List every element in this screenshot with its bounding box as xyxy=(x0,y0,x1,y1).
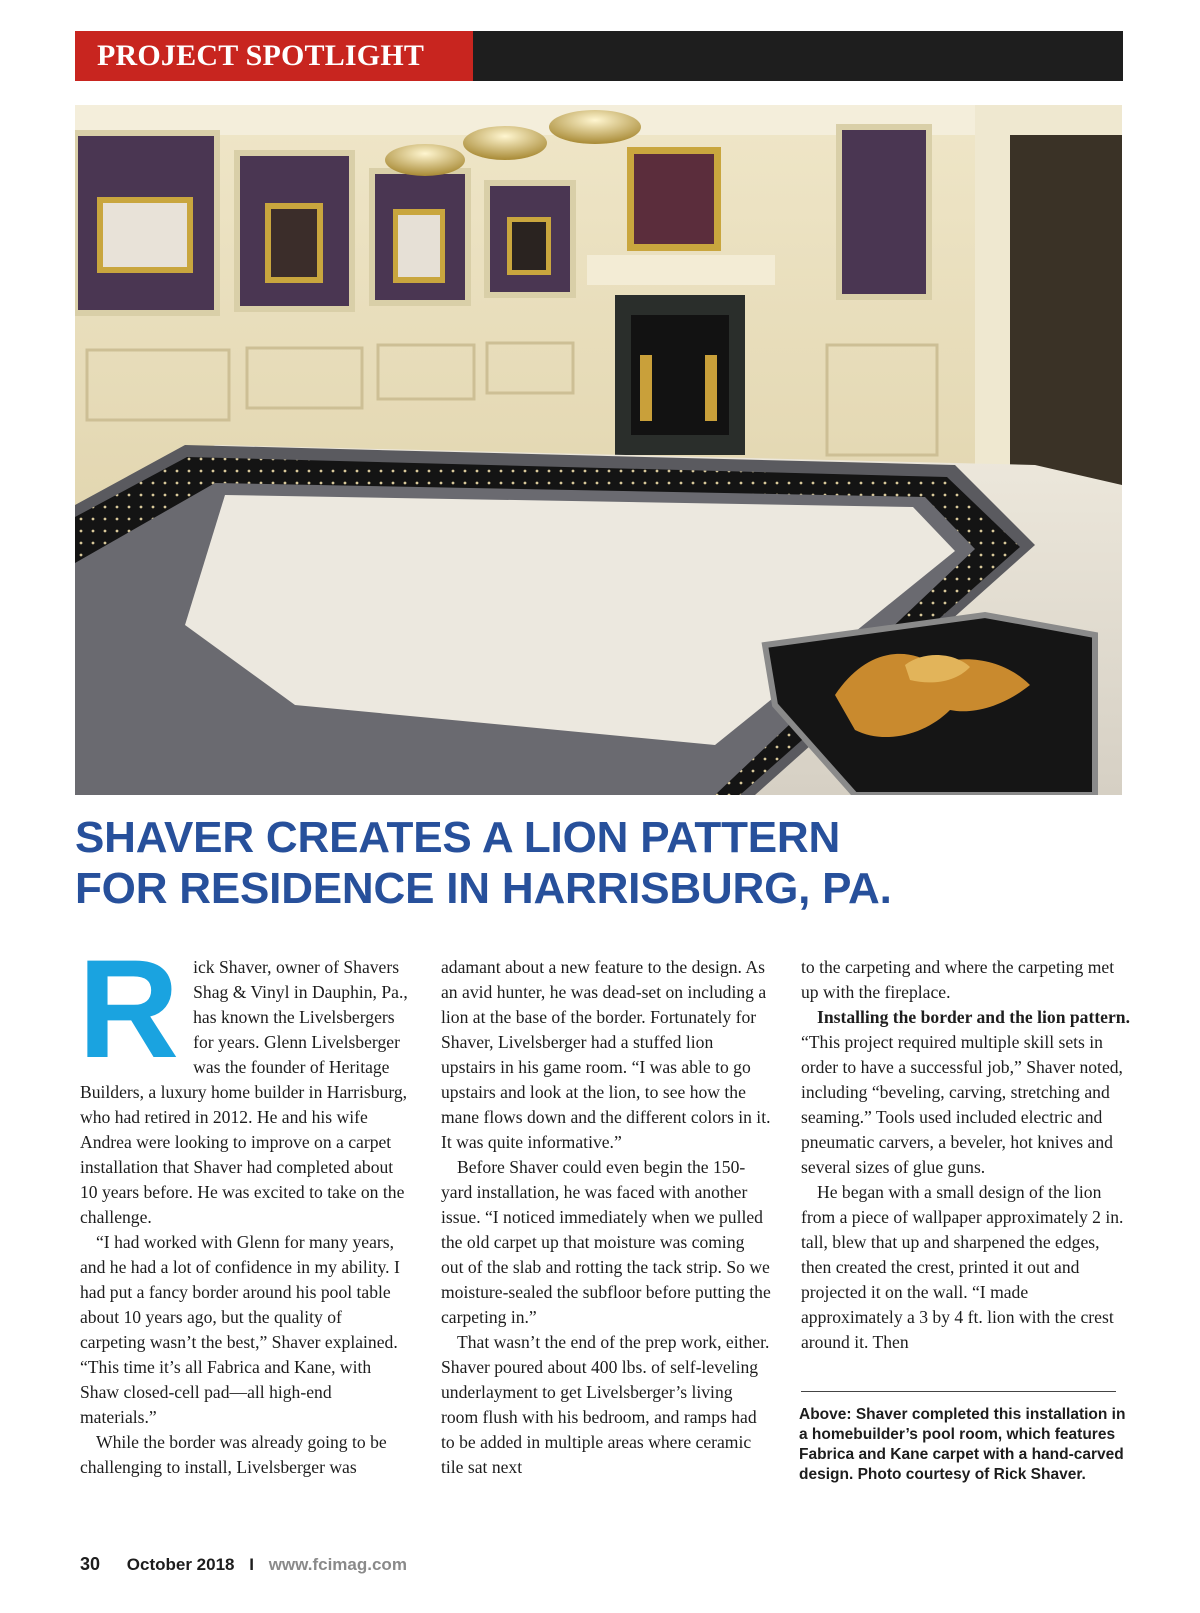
col2-paragraph-2: Before Shaver could even begin the 150-yard installation, he was faced with another issue. “I noticed immediately when we pulled the old carpet up that moisture was coming out of the slab and rotting the tack strip. So we moisture-sealed the subfloor before putting the carpeting in.” xyxy=(441,1157,771,1327)
col1-paragraph-1: ick Shaver, owner of Shavers Shag & Vinyl in Dauphin, Pa., has known the Livelsbergers for years. Glenn Livelsberger was the founder of Heritage Builders, a luxury home builder in Harrisburg, who had retired in 2012. He and his wife Andrea were looking to improve on a carpet installation that Shaver had completed about 10 years before. He was excited to take on the challenge. xyxy=(80,957,408,1227)
website-link[interactable]: www.fcimag.com xyxy=(268,1555,407,1574)
headline-line-1: SHAVER CREATES A LION PATTERN xyxy=(75,813,841,862)
drop-cap: R xyxy=(78,930,180,1087)
footer-separator: I xyxy=(249,1555,254,1574)
col3-paragraph-3: He began with a small design of the lion from a piece of wallpaper approximately 2 in. tall, blew that up and sharpened the edges, then created the crest, printed it out and projected it on the wall. “I made approximately a 3 by 4 ft. lion with the crest around it. Then xyxy=(801,1182,1124,1352)
section-bar xyxy=(75,31,1123,81)
issue-date: October 2018 xyxy=(126,1555,235,1574)
subhead: Installing the border and the lion pattern. xyxy=(817,1007,1130,1027)
page-number: 30 xyxy=(80,1554,101,1574)
col1-paragraph-2: “I had worked with Glenn for many years, and he had a lot of confidence in my ability. I had put a fancy border around his pool table about 10 years ago, but the quality of carpeting wasn’t the best,” Shaver explained. “This time it’s all Fabrica and Kane, with Shaw closed-cell pad—all high-end materials.” xyxy=(80,1232,400,1427)
photo-caption: Above: Shaver completed this installation in a homebuilder’s pool room, which features Fabrica and Kane carpet with a hand-carved design. Photo courtesy of Rick Shaver. xyxy=(799,1406,1126,1483)
col3-paragraph-1: to the carpeting and where the carpeting met up with the fireplace. xyxy=(801,957,1115,1002)
section-label: PROJECT SPOTLIGHT xyxy=(75,31,473,81)
col2-paragraph-1: adamant about a new feature to the design. As an avid hunter, he was dead-set on including a lion at the base of the border. Fortunately for Shaver, Livelsberger had a stuffed lion upstairs in his game room. “I was able to go upstairs and look at the lion, to see how the mane flows down and the different colors in it. It was quite informative.” xyxy=(441,957,771,1152)
article-column-2 xyxy=(441,955,771,1480)
col3-paragraph-2 xyxy=(801,1005,1131,1180)
article-column-1 xyxy=(78,930,410,1480)
page-footer xyxy=(80,1554,407,1575)
col2-paragraph-3: That wasn’t the end of the prep work, either. Shaver poured about 400 lbs. of self-leveling underlayment to get Livelsberger’s living room flush with his bedroom, and ramps had to be added in multiple areas where ceramic tile sat next xyxy=(441,1332,770,1477)
headline-line-2: FOR RESIDENCE IN HARRISBURG, PA. xyxy=(75,864,892,913)
col3-paragraph-2-text: “This project required multiple skill sets in order to have a successful job,” Shaver noted, including “beveling, carving, stretching and seaming.” Tools used included electric and pneumatic carvers, a beveler, hot knives and several sizes of glue guns. xyxy=(801,1032,1123,1177)
caption-rule xyxy=(801,1391,1116,1392)
col1-paragraph-3: While the border was already going to be challenging to install, Livelsberger was xyxy=(80,1432,387,1477)
headline xyxy=(75,812,1125,914)
article-column-3 xyxy=(801,955,1131,1355)
room-photo xyxy=(75,105,1122,795)
